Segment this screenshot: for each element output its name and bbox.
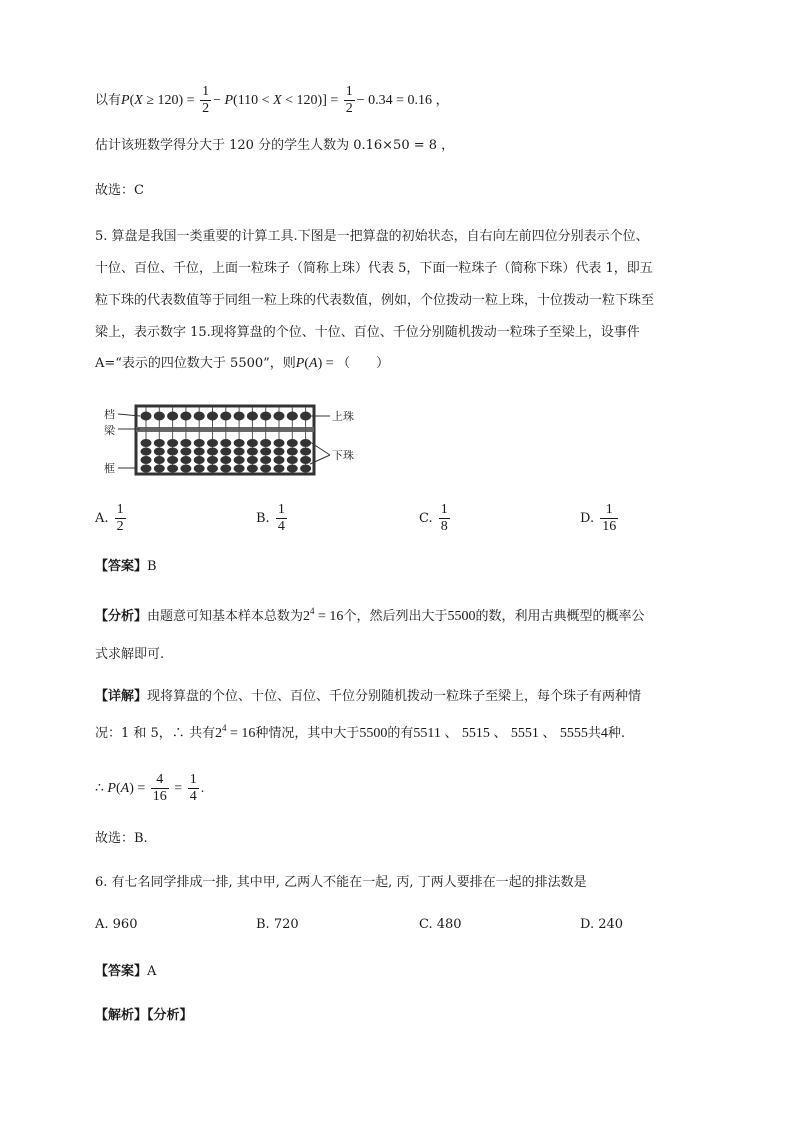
abacus-beam bbox=[136, 427, 314, 432]
lower-bead bbox=[141, 456, 152, 464]
detail-text-f: 种. bbox=[607, 726, 626, 741]
upper-bead bbox=[300, 412, 311, 421]
lower-bead bbox=[260, 456, 271, 464]
upper-bead bbox=[287, 412, 298, 421]
label-liang: 梁 bbox=[104, 424, 115, 437]
label-kuang: 框 bbox=[104, 462, 115, 475]
lower-bead bbox=[167, 465, 178, 473]
line1-prefix: 以有 bbox=[95, 93, 122, 108]
abacus-figure bbox=[98, 402, 368, 480]
lower-bead bbox=[300, 456, 311, 464]
lower-bead bbox=[287, 456, 298, 464]
option-fraction: $\frac{1}{16}$ bbox=[602, 502, 617, 534]
lower-bead bbox=[287, 448, 298, 456]
lower-bead bbox=[154, 465, 165, 473]
option-letter: A. bbox=[95, 511, 109, 526]
fraction-1-4: $\frac{1}{4}$ bbox=[189, 772, 197, 804]
label-shangzhu: 上珠 bbox=[332, 410, 354, 423]
q5-stem-b: 十位、百位、千位，上面一粒珠子（简称上珠）代表 5，下面一粒珠子（简称下珠）代表 1，即五 bbox=[95, 261, 653, 276]
upper-bead bbox=[154, 412, 165, 421]
upper-bead bbox=[207, 412, 218, 421]
q5-event-prob: P(A) = bbox=[295, 356, 338, 371]
lower-bead bbox=[167, 439, 178, 447]
detail-text-b: 况：1 和 5，∴ 共有 bbox=[95, 726, 215, 741]
q6-answer-line bbox=[95, 962, 156, 982]
lower-bead bbox=[141, 465, 152, 473]
q6-answer-value: A bbox=[147, 964, 157, 979]
detail-count: 4 bbox=[600, 726, 608, 741]
detail-text-e: 共 bbox=[587, 726, 601, 741]
detail-tag: 【详解】 bbox=[95, 689, 148, 704]
lower-bead bbox=[274, 439, 285, 447]
probability-expression-2: − P(110 < X < 120)] = bbox=[213, 93, 342, 108]
lower-bead bbox=[287, 465, 298, 473]
lower-bead bbox=[180, 439, 191, 447]
q6-answer-tag: 【答案】 bbox=[95, 964, 148, 979]
q5-choose-line: 故选：B. bbox=[95, 831, 148, 846]
analysis-5500: 5500 bbox=[447, 609, 476, 624]
lower-bead bbox=[220, 448, 231, 456]
line1-end: ， bbox=[435, 93, 449, 108]
upper-bead bbox=[220, 412, 231, 421]
lower-bead bbox=[300, 465, 311, 473]
q5-option-b[interactable] bbox=[256, 502, 289, 535]
lower-bead bbox=[274, 465, 285, 473]
q6-analysis-tag: 【解析】【分析】 bbox=[95, 1008, 193, 1023]
lower-bead bbox=[260, 439, 271, 447]
lower-bead bbox=[194, 439, 205, 447]
lower-bead bbox=[207, 448, 218, 456]
detail-power: $2^4 = 16$ bbox=[214, 723, 256, 741]
analysis-text-a: 由题意可知基本样本总数为 bbox=[147, 609, 304, 624]
upper-bead bbox=[180, 412, 191, 421]
lower-bead bbox=[180, 448, 191, 456]
lower-bead bbox=[207, 439, 218, 447]
lower-bead bbox=[247, 439, 258, 447]
q5-detail-line-2 bbox=[95, 724, 625, 744]
lower-bead bbox=[194, 456, 205, 464]
fraction-one-half-2: $\frac{1}{2}$ bbox=[345, 84, 353, 116]
upper-bead bbox=[274, 412, 285, 421]
lower-bead bbox=[300, 448, 311, 456]
q5-stem-a: 5. 算盘是我国一类重要的计算工具.下图是一把算盘的初始状态，自右向左前四位分别表示个位、 bbox=[95, 229, 649, 244]
lower-bead bbox=[234, 448, 245, 456]
detail-text-a: 现将算盘的个位、十位、百位、千位分别随机拨动一粒珠子至梁上，每个珠子有两种情 bbox=[147, 689, 642, 704]
q5-stem-e bbox=[95, 354, 389, 374]
lower-bead bbox=[247, 456, 258, 464]
q6-option-b[interactable]: B. 720 bbox=[256, 917, 299, 932]
estimate-line: 估计该班数学得分大于 120 分的学生人数为 0.16×50 = 8 ， bbox=[95, 138, 455, 153]
q5-stem-d: 梁上，表示数字 15.现将算盘的个位、十位、百位、千位分别随机拨动一粒珠子至梁上，设事件 bbox=[95, 325, 640, 340]
lower-bead bbox=[167, 456, 178, 464]
lower-bead bbox=[180, 465, 191, 473]
lower-bead bbox=[260, 465, 271, 473]
q5-option-d[interactable] bbox=[580, 502, 620, 535]
option-letter: B. bbox=[256, 511, 270, 526]
lower-bead bbox=[234, 439, 245, 447]
lower-bead bbox=[154, 448, 165, 456]
q5-analysis-line-2: 式求解即可. bbox=[95, 647, 165, 662]
fraction-4-16: $\frac{4}{16}$ bbox=[152, 772, 167, 804]
lower-bead bbox=[207, 456, 218, 464]
upper-bead bbox=[167, 412, 178, 421]
analysis-tag: 【分析】 bbox=[95, 609, 148, 624]
answer-value: B bbox=[147, 559, 157, 574]
q5-stem-c: 粒下珠的代表数值等于同组一粒上珠的代表数值，例如，个位拨动一粒上珠，十位拨动一粒下珠至 bbox=[95, 293, 655, 308]
lower-bead bbox=[274, 448, 285, 456]
q6-option-c[interactable]: C. 480 bbox=[419, 917, 462, 932]
q5-paren: （ ） bbox=[337, 356, 390, 371]
analysis-text-c: 的数，利用古典概型的概率公 bbox=[475, 609, 645, 624]
q5-detail-result bbox=[95, 772, 204, 805]
detail-5500: 5500 bbox=[359, 726, 388, 741]
label-dang: 档 bbox=[104, 408, 115, 421]
q5-detail-line-1 bbox=[95, 687, 641, 707]
upper-bead bbox=[247, 412, 258, 421]
fraction-one-half: $\frac{1}{2}$ bbox=[202, 84, 210, 116]
lower-bead bbox=[287, 439, 298, 447]
detail-text-d: 的有 bbox=[387, 726, 414, 741]
lower-bead bbox=[141, 448, 152, 456]
lower-bead bbox=[260, 448, 271, 456]
probability-expression: P(X ≥ 120) = bbox=[121, 93, 199, 108]
detail-text-c: 种情况，其中大于 bbox=[255, 726, 360, 741]
lower-bead bbox=[234, 456, 245, 464]
q6-option-a[interactable]: A. 960 bbox=[95, 917, 138, 932]
lower-bead bbox=[247, 448, 258, 456]
q6-stem: 6. 有七名同学排成一排, 其中甲, 乙两人不能在一起, 丙, 丁两人要排在一起的排法数是 bbox=[95, 875, 587, 890]
option-fraction: $\frac{1}{2}$ bbox=[116, 502, 124, 534]
option-letter: C. bbox=[419, 511, 433, 526]
lower-bead bbox=[220, 465, 231, 473]
choose-c-line: 故选：C bbox=[95, 183, 144, 198]
abacus-svg bbox=[98, 402, 368, 480]
lower-bead bbox=[154, 456, 165, 464]
label-xiazhu: 下珠 bbox=[332, 449, 354, 462]
q5-analysis-line-1 bbox=[95, 607, 644, 627]
option-fraction: $\frac{1}{8}$ bbox=[440, 502, 448, 534]
formula-line-1 bbox=[95, 84, 449, 117]
upper-bead bbox=[141, 412, 152, 421]
lower-bead bbox=[207, 465, 218, 473]
lower-bead bbox=[180, 456, 191, 464]
answer-tag: 【答案】 bbox=[95, 559, 148, 574]
q5-event-text: A=“表示的四位数大于 5500”，则 bbox=[95, 356, 296, 371]
lower-bead bbox=[247, 465, 258, 473]
analysis-text-b: 个，然后列出大于 bbox=[343, 609, 448, 624]
option-fraction: $\frac{1}{4}$ bbox=[277, 502, 285, 534]
upper-bead bbox=[194, 412, 205, 421]
equals-sign: = bbox=[170, 781, 186, 796]
q6-option-d[interactable]: D. 240 bbox=[580, 917, 624, 932]
lower-bead bbox=[194, 448, 205, 456]
probability-result: − 0.34 = 0.16 bbox=[356, 93, 436, 108]
lower-bead bbox=[274, 456, 285, 464]
lower-bead bbox=[141, 439, 152, 447]
lower-bead bbox=[220, 439, 231, 447]
period: . bbox=[200, 781, 205, 796]
q5-option-c[interactable] bbox=[419, 502, 452, 535]
lower-bead bbox=[234, 465, 245, 473]
power-expression: $2^4 = 16$ bbox=[303, 606, 344, 624]
therefore-prob: ∴ P(A) = bbox=[95, 781, 149, 796]
q5-option-a[interactable] bbox=[95, 502, 128, 535]
lower-bead bbox=[220, 456, 231, 464]
lower-bead bbox=[154, 439, 165, 447]
upper-bead bbox=[234, 412, 245, 421]
detail-values: 5511 、 5515 、 5551 、 5555 bbox=[413, 726, 588, 741]
option-letter: D. bbox=[580, 511, 595, 526]
lower-bead bbox=[194, 465, 205, 473]
q5-answer-line bbox=[95, 557, 157, 577]
lower-bead bbox=[300, 439, 311, 447]
upper-bead bbox=[260, 412, 271, 421]
lower-bead bbox=[167, 448, 178, 456]
